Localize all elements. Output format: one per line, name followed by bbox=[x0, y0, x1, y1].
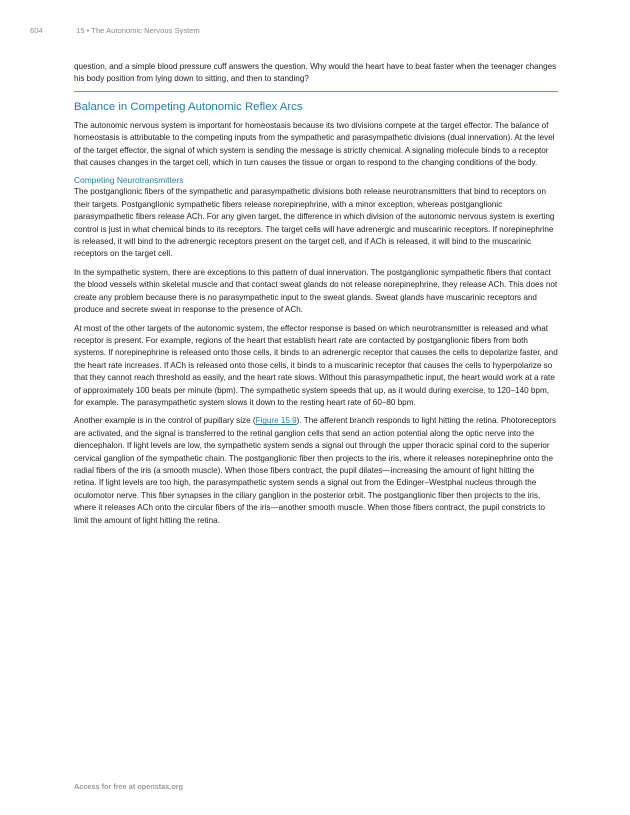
figure-15-9-link[interactable]: Figure 15.9 bbox=[255, 416, 297, 426]
section-divider bbox=[74, 91, 558, 92]
subsection-heading: Competing Neurotransmitters bbox=[74, 175, 184, 186]
paragraph-4-lead: Another example is in the control of pupillary size ( bbox=[74, 416, 256, 426]
running-header bbox=[30, 26, 200, 35]
body-paragraph-1: The postganglionic fibers of the sympathetic and parasympathetic divisions both release neurotransmitters that bind to receptors on their targets. Postganglionic sympathetic fibers release norepinephrine, with a minor exception, whereas postganglionic parasympathetic fibers release ACh. For any given target, the difference in which division of the autonomic nervous system is exerting control is just in what chemical binds to its receptors. The target cells will have adrenergic and muscarinic receptors. If norepinephrine is released, it will bind to the adrenergic receptors present on the target cell, and if ACh is released, it will bind to the muscarinic receptors on the target cell. bbox=[74, 187, 555, 259]
section-heading: Balance in Competing Autonomic Reflex Arcs bbox=[74, 100, 303, 113]
section-paragraph: The autonomic nervous system is important for homeostasis because its two divisions compete at the target effector. The balance of homeostasis is attributable to the competing inputs from the sympathetic and parasympathetic divisions (dual innervation). At the level of the target effector, the signal of which system is sending the message is strictly chemical. A signaling molecule binds to a receptor that causes changes in the target cell, which in turn causes the tissue or organ to respond to the changing conditions of the body. bbox=[74, 120, 555, 168]
body-paragraph-3: At most of the other targets of the autonomic system, the effector response is based on which neurotransmitter is released and what receptor is present. For example, regions of the heart that establish heart rate are contacted by postganglionic fibers from both systems. If norepinephrine is released onto those cells, it binds to an adrenergic receptor that causes the cells to depolarize faster, and the heart rate increases. If ACh is released onto those cells, it binds to a muscarinic receptor that causes the cells to hyperpolarize so that they cannot reach threshold as easily, and the heart rate slows. Without this parasympathetic input, the heart would work at a rate of approximately 100 beats per minute (bpm). The sympathetic system speeds that up, as it would during exercise, to 120–140 bpm, for example. The parasympathetic system slows it down to the resting heart rate of 60–80 bpm. bbox=[74, 323, 558, 407]
intro-paragraph: question, and a simple blood pressure cuff answers the question. Why would the heart have to beat faster when the teenager changes his body position from lying down to sitting, and then to standing? bbox=[74, 62, 557, 84]
paragraph-4-rest: ). The afferent branch responds to light hitting the retina. Photoreceptors are activated, and the signal is transferred to the retinal ganglion cells that send an action potential along the optic nerve into the diencephalon. If light levels are low, the sympathetic system sends a signal out through the upper thoracic spinal cord to the superior cervical ganglion of the sympathetic chain. The postganglionic fiber then projects to the iris, where it releases norepinephrine onto the radial fibers of the iris (a smooth muscle). When those fibers contract, the pupil dilates—increasing the amount of light hitting the retina. If light levels are too high, the parasympathetic system sends a signal out from the Edinger–Westphal nucleus through the oculomotor nerve. This fiber synapses in the ciliary ganglion in the posterior orbit. The postganglionic fiber then projects to the iris, where it releases ACh onto the circular fibers of the iris—another smooth muscle. When those fibers contract, the pupil constricts to limit the amount of light hitting the retina. bbox=[74, 416, 557, 525]
page-footer: Access for free at openstax.org bbox=[74, 782, 184, 791]
page-content bbox=[74, 61, 558, 527]
page-number: 604 bbox=[30, 26, 43, 35]
chapter-title: 15 • The Autonomic Nervous System bbox=[76, 26, 200, 35]
body-paragraph-2: In the sympathetic system, there are exceptions to this pattern of dual innervation. The postganglionic sympathetic fibers that contact the blood vessels within skeletal muscle and that contact sweat glands do not release norepinephrine, they release ACh. This does not create any problem because there is no parasympathetic input to the sweat glands. Sweat glands have muscarinic receptors and produce and secrete sweat in response to the presence of ACh. bbox=[74, 267, 558, 315]
body-paragraph-4 bbox=[74, 415, 558, 527]
